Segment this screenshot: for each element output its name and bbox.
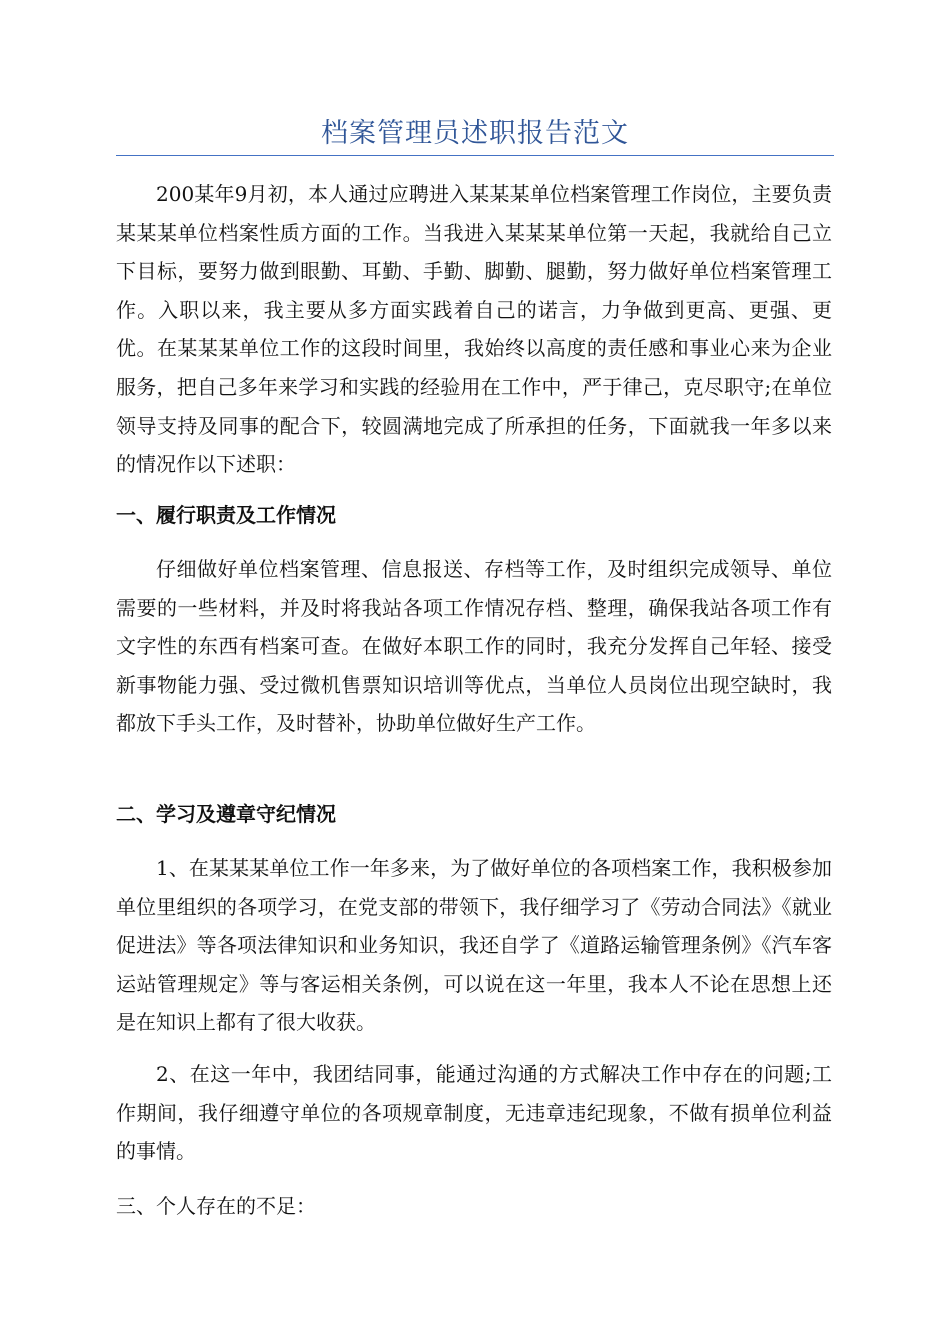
- section-heading-shortcomings: 三、个人存在的不足：: [116, 1194, 316, 1218]
- intro-paragraph: 200某年9月初，本人通过应聘进入某某某单位档案管理工作岗位，主要负责某某某单位档案性质方面的工作。当我进入某某某单位第一天起，我就给自己立下目标，要努力做到眼勤、耳勤、手勤、脚勤、腿勤，努力做好单位档案管理工作。入职以来，我主要从多方面实践着自己的诺言，力争做到更高、更强、更优。在某某某单位工作的这段时间里，我始终以高度的责任感和事业心来为企业服务，把自己多年来学习和实践的经验用在工作中，严于律己，克尽职守;在单位领导支持及同事的配合下，较圆满地完成了所承担的任务，下面就我一年多以来的情况作以下述职：: [116, 182, 832, 477]
- document-title: 档案管理员述职报告范文: [321, 118, 629, 149]
- section-heading-duties: 一、履行职责及工作情况: [116, 503, 336, 527]
- section-item-study-2: 2、在这一年中，我团结同事，能通过沟通的方式解决工作中存在的问题;工作期间，我仔细遵守单位的各项规章制度，无违章违纪现象，不做有损单位利益的事情。: [116, 1062, 832, 1164]
- title-underline: [116, 155, 834, 156]
- section-item-study-1: 1、在某某某单位工作一年多来，为了做好单位的各项档案工作，我积极参加单位里组织的各项学习，在党支部的带领下，我仔细学习了《劳动合同法》《就业促进法》等各项法律知识和业务知识，我还自学了《道路运输管理条例》《汽车客运站管理规定》等与客运相关条例，可以说在这一年里，我本人不论在思想上还是在知识上都有了很大收获。: [116, 856, 832, 1035]
- section-body-duties: 仔细做好单位档案管理、信息报送、存档等工作，及时组织完成领导、单位需要的一些材料，并及时将我站各项工作情况存档、整理，确保我站各项工作有文字性的东西有档案可查。在做好本职工作的同时，我充分发挥自己年轻、接受新事物能力强、受过微机售票知识培训等优点，当单位人员岗位出现空缺时，我都放下手头工作，及时替补，协助单位做好生产工作。: [116, 557, 832, 736]
- section-heading-study: 二、学习及遵章守纪情况: [116, 802, 336, 826]
